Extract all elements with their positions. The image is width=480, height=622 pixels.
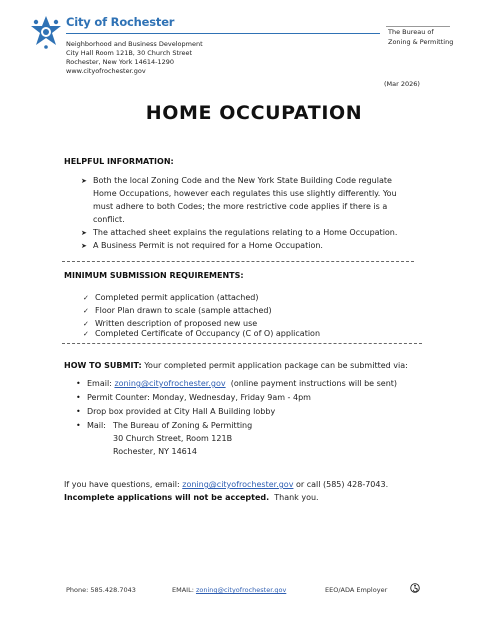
thank-you: Thank you.: [274, 493, 319, 502]
how-to-submit-heading: HOW TO SUBMIT:: [64, 361, 142, 370]
questions-text-2: or call (585) 428-7043.: [295, 480, 389, 489]
submit-dropbox: Drop box provided at City Hall A Building lobby: [87, 407, 276, 416]
city-name: City of Rochester: [66, 15, 175, 29]
helpful-item-3: A Business Permit is not required for a Home Occupation.: [93, 241, 323, 250]
letterhead-divider: [66, 33, 380, 34]
department-name: Neighborhood and Business Development: [66, 40, 203, 48]
questions-email-link[interactable]: zoning@cityofrochester.gov: [182, 480, 294, 489]
arrow-bullet-icon: ➤: [81, 229, 87, 237]
bullet-icon: •: [76, 421, 81, 430]
questions-text-1: If you have questions, email:: [64, 480, 180, 489]
requirement-item: Floor Plan drawn to scale (sample attached): [95, 306, 272, 315]
footer-email-link[interactable]: zoning@cityofrochester.gov: [195, 586, 287, 594]
how-to-submit-intro: Your completed permit application package can be submitted via:: [144, 361, 408, 370]
accessibility-icon: [410, 583, 420, 593]
arrow-bullet-icon: ➤: [81, 177, 87, 185]
submit-email-label: Email:: [87, 379, 112, 388]
arrow-bullet-icon: ➤: [81, 242, 87, 250]
bureau-divider: [386, 26, 450, 27]
incomplete-warning: Incomplete applications will not be accepted.: [64, 493, 270, 502]
submit-mail-label: Mail:: [87, 421, 106, 430]
how-to-submit: [64, 360, 408, 372]
section-divider: [62, 343, 422, 344]
submit-email-note: (online payment instructions will be sent): [230, 379, 398, 388]
check-mark-icon: ✓: [83, 320, 89, 328]
bullet-icon: •: [76, 379, 81, 388]
bureau-line-1: The Bureau of: [388, 28, 434, 36]
check-mark-icon: ✓: [83, 294, 89, 302]
helpful-item-1-line-4: conflict.: [93, 215, 125, 224]
section-divider: [62, 261, 414, 262]
submit-counter: Permit Counter: Monday, Wednesday, Friday 9am - 4pm: [87, 393, 311, 402]
requirement-item: Written description of proposed new use: [95, 319, 258, 328]
check-mark-icon: ✓: [83, 307, 89, 315]
revision-date: (Mar 2026): [384, 80, 420, 88]
page-title: HOME OCCUPATION: [145, 102, 363, 124]
requirements-heading: MINIMUM SUBMISSION REQUIREMENTS:: [64, 271, 244, 280]
city-star-logo-icon: [30, 15, 62, 49]
helpful-item-1-line-3: must adhere to both Codes; the more restrictive code applies if there is a: [93, 202, 388, 211]
footer-email: [172, 586, 286, 594]
requirement-item: Completed permit application (attached): [95, 293, 259, 302]
helpful-info-heading: HELPFUL INFORMATION:: [64, 157, 174, 166]
mail-address-line-1: The Bureau of Zoning & Permitting: [113, 421, 253, 430]
bullet-icon: •: [76, 393, 81, 402]
helpful-item-1-line-1: Both the local Zoning Code and the New York State Building Code regulate: [93, 176, 392, 185]
incomplete-warning-line: [64, 492, 319, 504]
helpful-item-2: The attached sheet explains the regulations relating to a Home Occupation.: [93, 228, 398, 237]
bureau-line-2: Zoning & Permitting: [388, 38, 454, 46]
mail-address-line-3: Rochester, NY 14614: [113, 447, 197, 456]
address-line-1: City Hall Room 121B, 30 Church Street: [66, 49, 193, 57]
address-line-2: Rochester, New York 14614-1290: [66, 58, 175, 66]
helpful-item-1-line-2: Home Occupations, however each regulates this use slightly differently. You: [93, 189, 397, 198]
check-mark-icon: ✓: [83, 330, 89, 338]
submit-email-row: [87, 378, 397, 390]
bullet-icon: •: [76, 407, 81, 416]
footer-email-label: EMAIL:: [172, 586, 194, 594]
website-link[interactable]: www.cityofrochester.gov: [66, 67, 146, 75]
requirement-item: Completed Certificate of Occupancy (C of O) application: [95, 329, 321, 338]
footer-eeo: EEO/ADA Employer: [325, 586, 388, 594]
mail-address-line-2: 30 Church Street, Room 121B: [113, 434, 233, 443]
submit-email-link[interactable]: zoning@cityofrochester.gov: [114, 379, 226, 388]
questions-line: [64, 479, 388, 491]
footer-phone: Phone: 585.428.7043: [66, 586, 136, 594]
